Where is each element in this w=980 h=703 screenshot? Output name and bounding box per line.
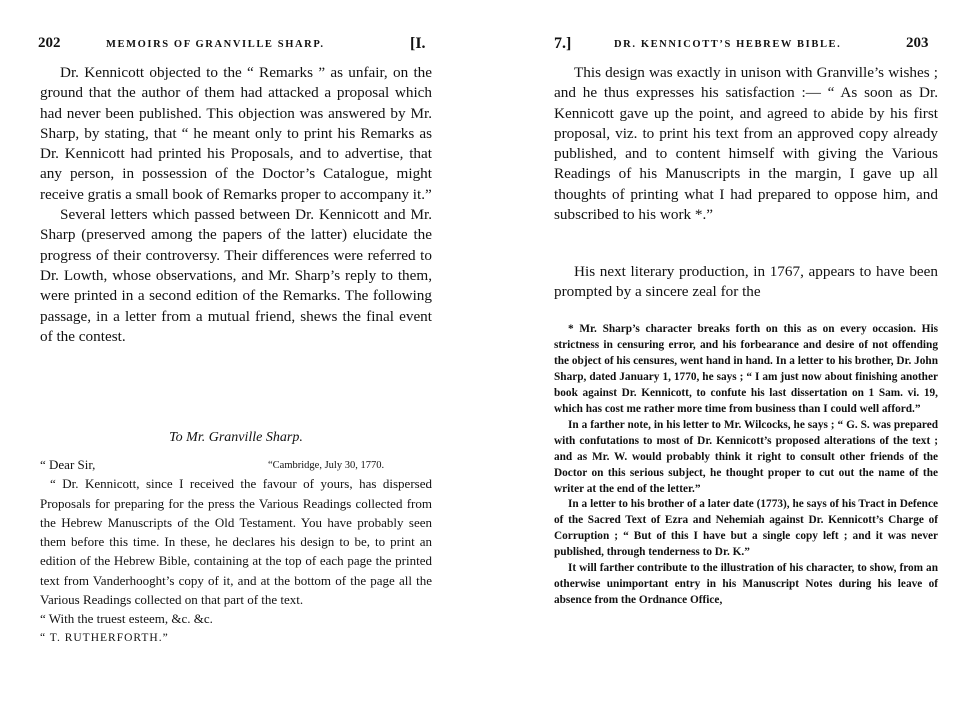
- footnote-paragraph-1: * Mr. Sharp’s character breaks forth on this as on every occasion. His strictness in censuring error, and his forbearance and desire of not offending the object of his censures, went hand in hand. In a letter to his brother, Dr. John Sharp, dated January 1, 1770, he says ; “ I am just now about finishing another book against Dr. Kennicott, to confute his last dissertation on 1 Sam. vi. 19, which has cost me rather more time from business than I could well afford.”: [554, 323, 938, 415]
- quoted-letter: [40, 428, 432, 648]
- letter-date: “Cambridge, July 30, 1770.: [268, 460, 385, 472]
- running-head-left: MEMOIRS OF GRANVILLE SHARP.: [106, 39, 325, 50]
- letter-salutation-line: [40, 455, 432, 474]
- right-page: [554, 0, 938, 703]
- section-mark-left: [I.: [410, 35, 426, 52]
- running-head-right: DR. KENNICOTT’S HEBREW BIBLE.: [614, 39, 842, 50]
- left-paragraph-1: Dr. Kennicott objected to the “ Remarks ” as unfair, on the ground that the author of them had attacked a proposal which had never been published. This objection was answered by Mr. Sharp, by stating, that “ he meant only to print his Remarks as Dr. Kennicott had printed his Proposals, and to advertise, that any person, in possession of the Doctor’s Catalogue, might receive gratis a small book of Remarks proper to accompany it.”: [40, 64, 432, 203]
- right-paragraph-1: This design was exactly in unison with Granville’s wishes ; and he thus expresses his satisfaction :— “ As soon as Dr. Kennicott gave up the point, and agreed to abide by his first proposal, viz. to print his text from an approved copy already published, and to content himself with giving the Various Readings of his Manuscripts in the margin, I gave up all thoughts of printing what I had prepared to oppose him, and subscribed to his work *.”: [554, 64, 938, 224]
- footnotes: [554, 322, 938, 609]
- page-number-203: 203: [906, 35, 929, 51]
- footnote-paragraph-4: It will farther contribute to the illustration of his character, to show, from an otherwise unimportant entry in his Manuscript Notes during his leave of absence from the Ordnance Office,: [554, 562, 938, 607]
- letter-closing: “ With the truest esteem, &c. &c.: [40, 611, 213, 627]
- footnote-paragraph-2: In a farther note, in his letter to Mr. Wilcocks, he says ; “ G. S. was prepared with confutations to most of Dr. Kennicott’s proposed alterations of the text ; and as Mr. W. would probably think it right to consult other friends of the Doctor on this serious subject, he thought proper to cut out the name of the writer at the end of the letter.”: [554, 418, 938, 495]
- left-page-header: [40, 33, 432, 57]
- right-paragraph-2: His next literary production, in 1767, appears to have been prompted by a sincere zeal for the: [554, 263, 938, 301]
- letter-salutation: “ Dear Sir,: [40, 457, 96, 473]
- page-number-202: 202: [38, 35, 61, 51]
- right-body-text-2: [554, 262, 938, 303]
- letter-body: “ Dr. Kennicott, since I received the favour of yours, has dispersed Proposals for preparing for the press the Various Readings collected from the Hebrew Manuscripts of the Old Testament. You have probably seen them before this time. In these, he declares his design to be, to print an edition of the Hebrew Bible, containing at the top of each page the printed text from Vanderhooght’s copy of it, and at the bottom of the page all the Various Readings collected on that part of the text.: [40, 476, 432, 608]
- left-paragraph-2: Several letters which passed between Dr. Kennicott and Mr. Sharp (preserved among the papers of the latter) elucidate the progress of their controversy. Their differences were referred to Dr. Lowth, whose observations, and Mr. Sharp’s reply to them, were printed in a second edition of the Remarks. The following passage, in a letter from a mutual friend, shews the final event of the contest.: [40, 206, 432, 345]
- footnote-paragraph-3: In a letter to his brother of a later date (1773), he says of his Tract in Defence of the Sacred Text of Ezra and Nehemiah against Dr. Kennicott’s Charge of Corruption ; “ But of this I have but a single copy left ; and it was never published, through tenderness to Dr. K.”: [554, 498, 938, 559]
- left-page: [40, 0, 432, 703]
- right-page-header: [554, 33, 938, 57]
- letter-signature: “ T. RUTHERFORTH.”: [40, 631, 169, 644]
- right-body-text: [554, 63, 938, 225]
- section-mark-right: 7.]: [554, 35, 572, 52]
- left-body-text: [40, 63, 432, 347]
- letter-recipient: To Mr. Granville Sharp.: [169, 430, 303, 445]
